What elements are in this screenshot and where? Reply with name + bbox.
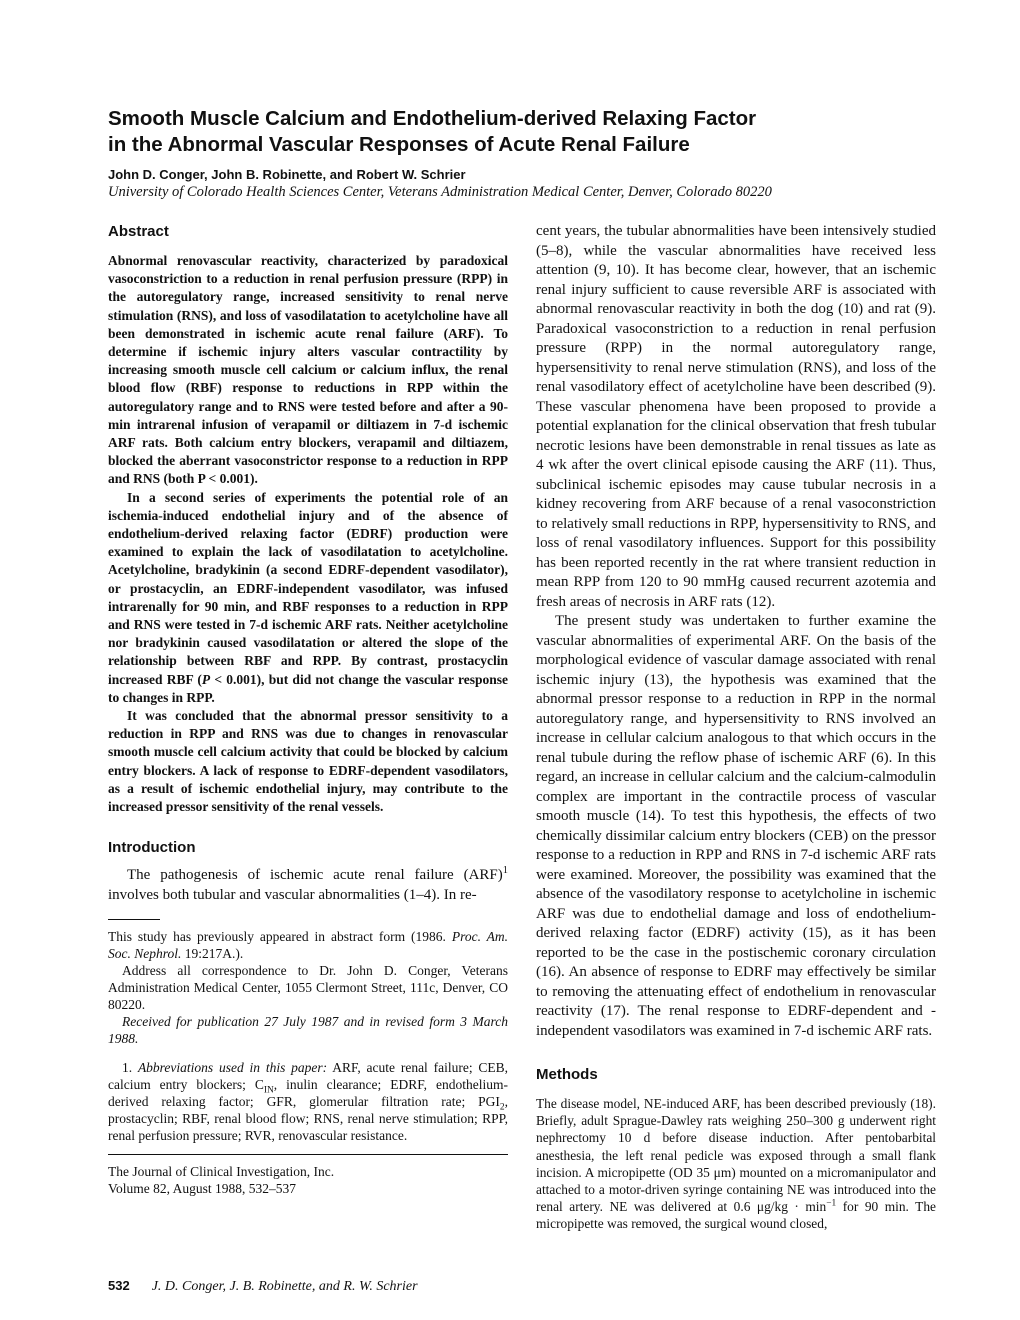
paper-title	[108, 106, 928, 158]
abstract-paragraph-2: In a second series of experiments the potential role of an ischemia-induced endothelial injury and of the absence of endothelium-derived relaxing factor (EDRF) production were examined to explain the lack of vasodilatation to acetylcholine. Acetylcholine, bradykinin (a second EDRF-dependent vasodilator), or prostacyclin, an EDRF-independent vasodilator, was infused intrarenally for 90 min, and RBF responses to a reduction in RPP and RNS were tested in 7-d ischemic ARF rats. Neither acetylcholine nor bradykinin caused vasodilatation or altered the slope of the relationship between RBF and RPP. By contrast, prostacyclin increased RBF (P < 0.001), but did not change the vascular response to changes in RPP.	[108, 489, 508, 705]
author-list: John D. Conger, John B. Robinette, and Robert W. Schrier	[108, 167, 466, 182]
footnote-prior-publication: This study has previously appeared in abstract form (1986. Proc. Am. Soc. Nephrol. 19:217A.).	[108, 929, 509, 962]
introduction-paragraph-2: The present study was undertaken to further examine the vascular abnormalities of experimental ARF. On the basis of the morphological evidence of vascular damage associated with renal ischemic injury (13), the hypothesis was examined that the abnormal pressor response to a reduction in RPP in the normal autoregulatory range, and hypersensitivity to RNS involved an increase in cellular calcium analogous to that which occurs in the renal tubule during the reflow phase of ischemic ARF (6). In this regard, an increase in cellular calcium and the calcium-calmodulin complex are important in the contractile process of vascular smooth muscle (14). To test this hypothesis, the effects of two chemically dissimilar calcium entry blockers (CEB) on the pressor response to a reduction in RPP and RNS in 7-d ischemic ARF rats were examined. Moreover, the possibility was examined that the absence of the vasodilatory response to acetylcholine in ischemic ARF was due to endothelial damage and loss of endothelium-derived relaxing factor (EDRF) activity (15), as it has been reported to be the case in the postischemic coronary circulation (16). An absence of response to EDRF may effectively be similar to removing the attenuating effect of endothelium in renovascular reactivity (17). The renal response to EDRF-dependent and -independent vasodilators was examined in 7-d ischemic ARF rats.	[536, 613, 936, 1039]
right-column	[536, 222, 936, 1233]
title-line-1: Smooth Muscle Calcium and Endothelium-derived Relaxing Factor	[108, 107, 757, 130]
footnote-rule	[108, 919, 160, 920]
footnote-abbreviations: 1. Abbreviations used in this paper: ARF, acute renal failure; CEB, calcium entry blockers; $C_{IN}$, inulin clearance; EDRF, endothelium-derived relaxing factor; GFR, glomerular filtration rate; $PGI_2$, prostacyclin; RBF, renal blood flow; RNS, renal nerve stimulation; RPP, renal perfusion pressure; RVR, renovascular resistance.	[108, 1060, 509, 1144]
journal-rule	[108, 1154, 508, 1155]
page-footer	[108, 1278, 418, 1295]
left-column	[108, 222, 508, 1197]
running-head: J. D. Conger, J. B. Robinette, and R. W. Schrier	[151, 1279, 418, 1294]
abstract-heading: Abstract	[108, 223, 169, 240]
introduction-paragraph-1-continued: cent years, the tubular abnormalities have been intensively studied (5–8), while the vascular abnormalities have received less attention (9, 10). It has become clear, however, that an ischemic renal injury sufficient to cause reversible ARF is associated with abnormal renovascular reactivity in both the dog (10) and rat (9). Paradoxical vasoconstriction to a reduction in renal perfusion pressure (RPP) in the normal autoregulatory range, hypersensitivity to renal nerve stimulation (RNS), and loss of the renal vasodilatory effect of acetylcholine have been described (9). These vascular phenomena have been proposed to provide a potential explanation for the clinical observation that fresh tubular necrotic lesions have been demonstrable in renal tissues as late as 4 wk after the overt clinical episode causing the ARF (11). Thus, subclinical ischemic episodes may cause tubular necrosis in a kidney recovering from ARF because of a renal vasoconstriction to relatively small reductions in RPP, hypersensitivity to RNS, and loss of renal vasodilatory influences. Support for this possibility has been reported recently in the rat where transient reduction in mean RPP from 120 to 90 mmHg caused recurrent azotemia and fresh areas of necrosis in ARF rats (12).	[536, 223, 936, 610]
abstract-paragraph-1: Abnormal renovascular reactivity, characterized by paradoxical vasoconstriction to a reduction in renal perfusion pressure (RPP) in the autoregulatory range, increased sensitivity to renal nerve stimulation (RNS), and loss of vasodilatation to acetylcholine have all been demonstrated in ischemic acute renal failure (ARF). To determine if ischemic injury alters vascular contractility by increasing smooth muscle cell calcium or calcium influx, the renal blood flow (RBF) response to reductions in RPP within the autoregulatory range and to RNS were tested before and after a 90-min intrarenal infusion of verapamil or diltiazem in 7-d ischemic ARF rats. Both calcium entry blockers, verapamil and diltiazem, blocked the aberrant vasoconstrictor response to a reduction in RPP and RNS (both P < 0.001).	[108, 253, 508, 487]
footnote-received: Received for publication 27 July 1987 and in revised form 3 March 1988.	[108, 1014, 508, 1047]
methods-heading: Methods	[536, 1066, 598, 1083]
introduction-heading: Introduction	[108, 839, 196, 857]
abstract-paragraph-3: It was concluded that the abnormal pressor sensitivity to a reduction in RPP and RNS was due to changes in renovascular smooth muscle cell calcium activity that could be blocked by calcium entry blockers. A lack of response to EDRF-dependent vasodilators, as a result of ischemic endothelial injury, may contribute to the increased pressor sensitivity of the renal vessels.	[108, 708, 508, 815]
affiliation: University of Colorado Health Sciences Center, Veterans Administration Medical Center, Denver, Colorado 80220	[108, 184, 772, 200]
page-number: 532	[108, 1278, 130, 1293]
journal-volume: Volume 82, August 1988, 532–537	[108, 1181, 297, 1197]
introduction-paragraph-1-start: The pathogenesis of ischemic acute renal failure (ARF)$^1$ involves both tubular and vascular abnormalities (1–4). In re-	[108, 865, 508, 903]
journal-name: The Journal of Clinical Investigation, Inc.	[108, 1164, 335, 1180]
footnote-address: Address all correspondence to Dr. John D. Conger, Veterans Administration Medical Center, 1055 Clermont Street, 111c, Denver, CO 80220.	[108, 963, 508, 1013]
title-line-2: in the Abnormal Vascular Responses of Acute Renal Failure	[108, 133, 690, 156]
methods-paragraph-1: The disease model, NE-induced ARF, has been described previously (18). Briefly, adult Sprague-Dawley rats weighing 250–300 g underwent right nephrectomy 10 d before disease induction. After pentobarbital anesthesia, the left renal pedicle was exposed through a small flank incision. A micropipette (OD 35 μm) mounted on a micromanipulator and attached to a motor-driven syringe containing NE was introduced into the renal artery. NE was delivered at 0.6 $\mu g/kg \cdot \min^{-1}$ for 90 min. The micropipette was removed, the surgical wound closed,	[536, 1096, 937, 1232]
